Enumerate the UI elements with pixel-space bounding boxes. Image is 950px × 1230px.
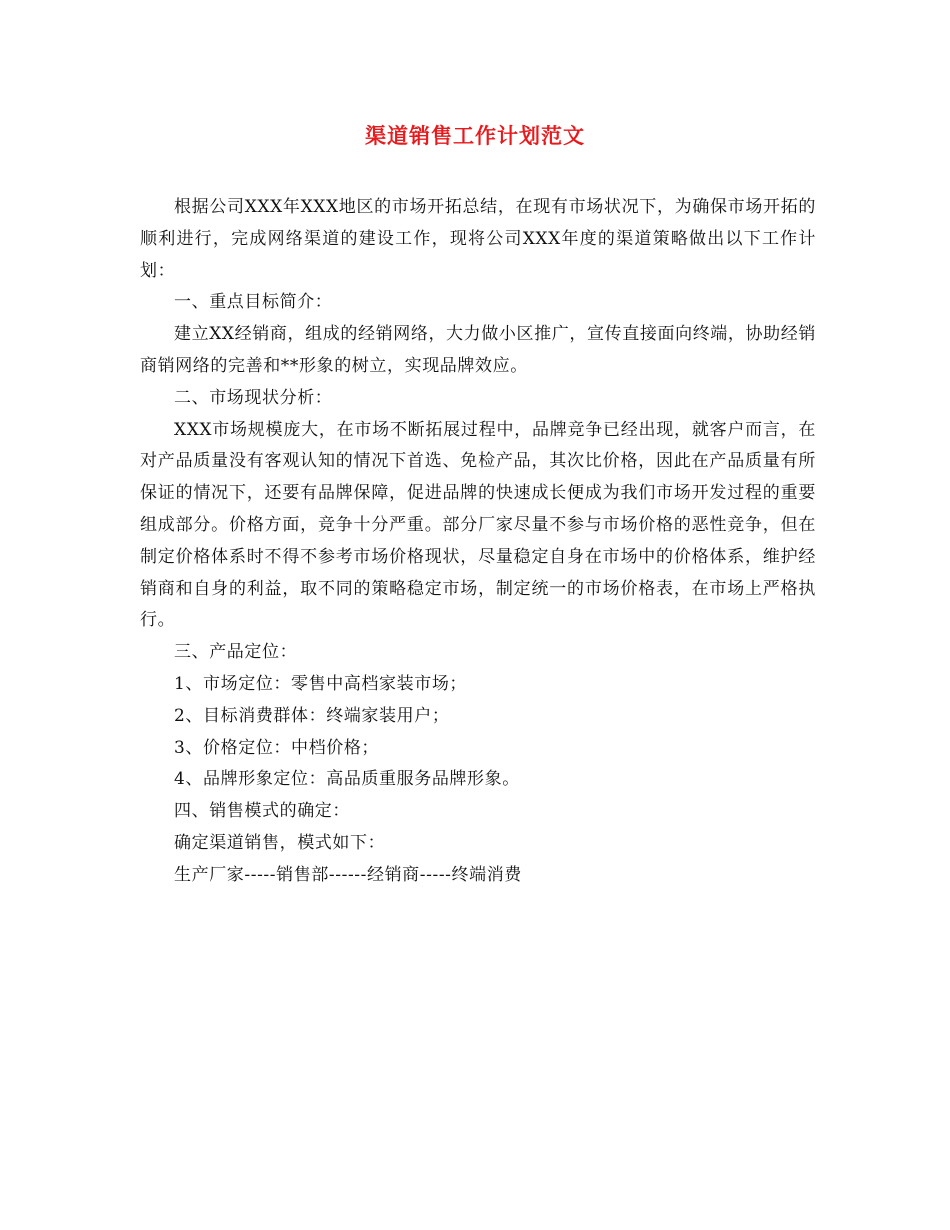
positioning-item: 2、目标消费群体：终端家装用户； [174,705,450,726]
document-body [140,192,816,892]
positioning-item: 4、品牌形象定位：高品质重服务品牌形象。 [174,769,520,790]
document-title: 渠道销售工作计划范文 [365,123,585,148]
section-heading-goals: 一、重点目标简介： [174,292,333,313]
sales-mode-paragraph: 确定渠道销售，模式如下： [174,832,386,853]
positioning-item: 3、价格定位：中档价格； [174,737,380,758]
section-heading-positioning: 三、产品定位： [174,642,298,663]
section-heading-market: 二、市场现状分析： [174,387,333,408]
intro-paragraph: 根据公司XXX年XXX地区的市场开拓总结，在现有市场状况下，为确保市场开拓的顺利进行，完成网络渠道的建设工作，现将公司XXX年度的渠道策略做出以下工作计划： [140,197,816,281]
section-heading-sales-mode: 四、销售模式的确定： [174,801,350,822]
market-paragraph: XXX市场规模庞大，在市场不断拓展过程中，品牌竞争已经出现，就客户而言，在对产品质量没有客观认知的情况下首选、免检产品，其次比价格，因此在产品质量有所保证的情况下，还要有品牌保障，促进品牌的快速成长便成为我们市场开发过程的重要组成部分。价格方面，竞争十分严重。部分厂家尽量不参与市场价格的恶性竞争，但在制定价格体系时不得不参考市场价格现状，尽量稳定自身在市场中的价格体系，维护经销商和自身的利益，取不同的策略稳定市场，制定统一的市场价格表，在市场上严格执行。 [140,419,816,631]
goals-paragraph: 建立XX经销商，组成的经销网络，大力做小区推广，宣传直接面向终端，协助经销商销网络的完善和**形象的树立，实现品牌效应。 [140,324,816,376]
sales-chain-line: 生产厂家-----销售部------经销商-----终端消费 [174,864,522,885]
positioning-item: 1、市场定位：零售中高档家装市场； [174,673,468,694]
